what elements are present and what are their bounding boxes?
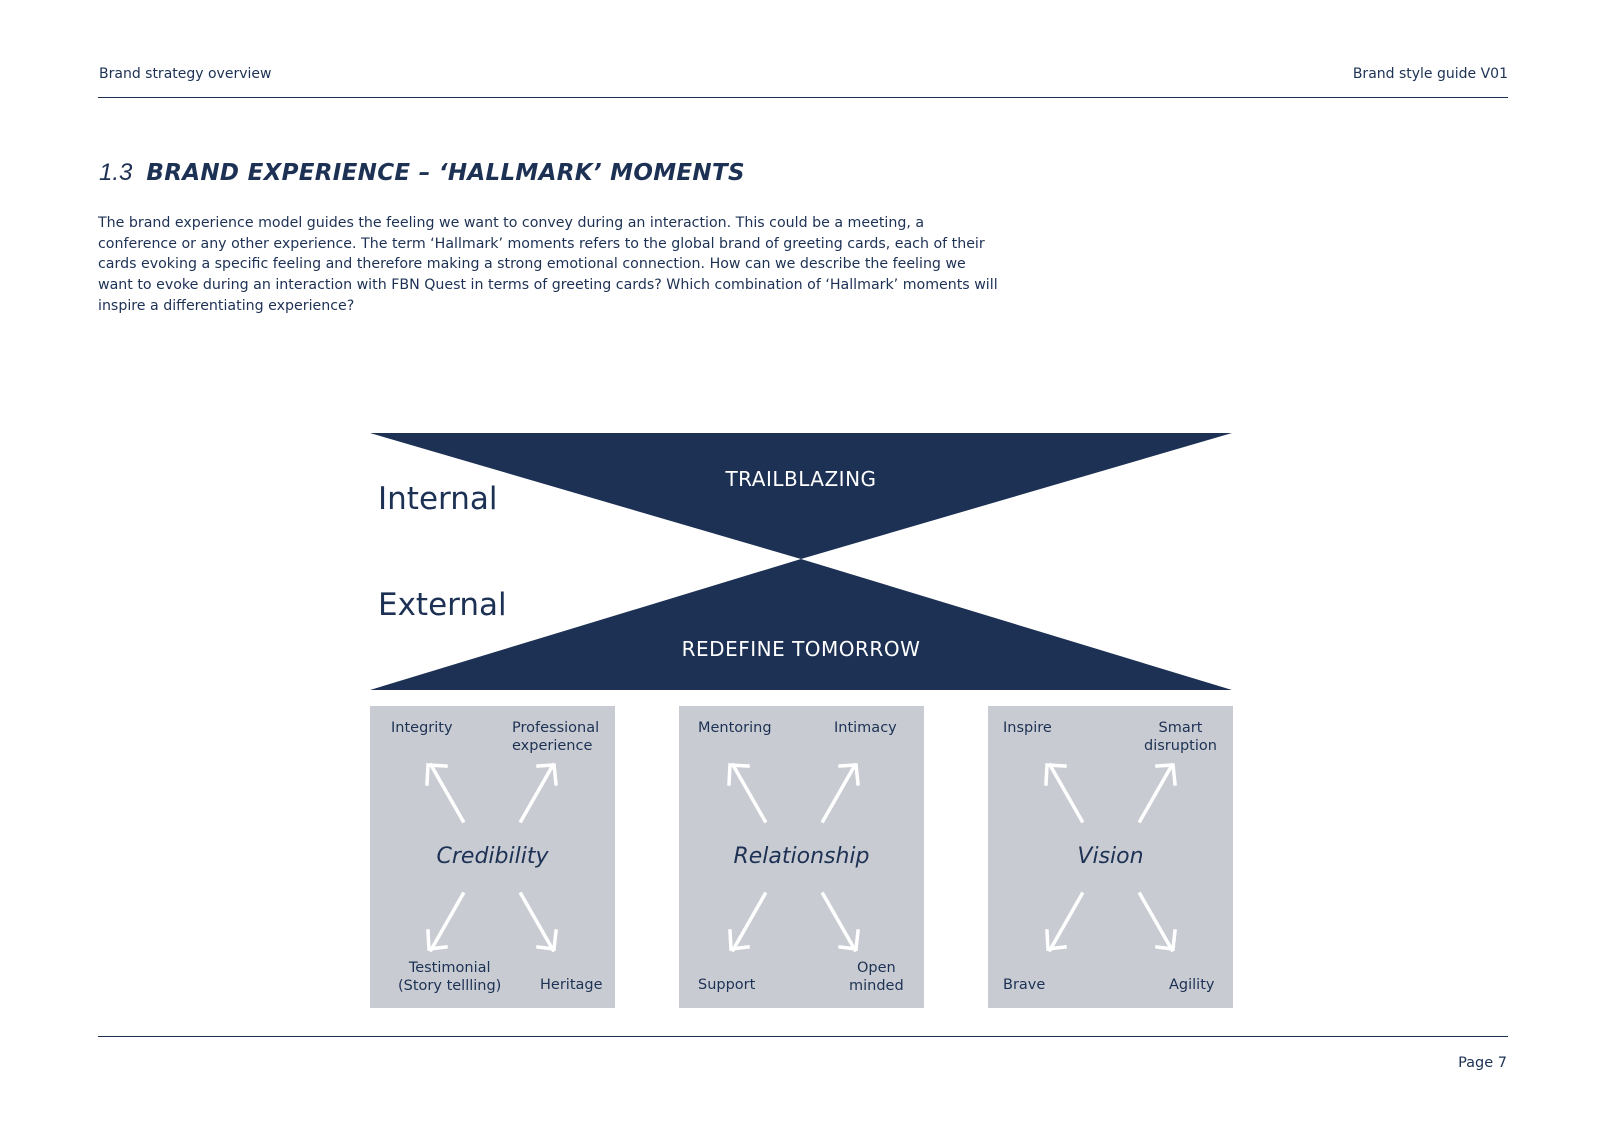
credibility-center: Credibility [436,844,549,869]
credibility-bottom-right: Heritage [540,977,603,993]
vision-panel [988,706,1233,1008]
relationship-bottom-left: Support [698,977,756,993]
credibility-top-left: Integrity [391,720,453,736]
section-title-text: BRAND EXPERIENCE – ‘HALLMARK’ MOMENTS [146,160,745,186]
footer-divider [98,1036,1508,1037]
relationship-top-right: Intimacy [834,720,897,736]
vision-top-right: Smart disruption [1144,720,1217,754]
redefine-tomorrow-label: REDEFINE TOMORROW [681,637,921,661]
section-number: 1.3 [99,159,133,186]
bottom-triangle [370,559,1232,690]
credibility-top-right: Professional experience [512,720,600,754]
relationship-center: Relationship [733,844,870,869]
credibility-bottom-left: Testimonial (Story tellling) [398,960,502,994]
top-triangle [370,433,1232,559]
header-left-text: Brand strategy overview [99,66,272,82]
vision-center: Vision [1077,844,1144,869]
external-label: External [378,587,507,623]
trailblazing-label: TRAILBLAZING [725,467,877,491]
page-number: Page 7 [1458,1055,1507,1071]
vision-top-left: Inspire [1003,720,1052,736]
relationship-bottom-right: Open minded [849,960,904,994]
header-right-text: Brand style guide V01 [1352,66,1508,82]
intro-paragraph: The brand experience model guides the feeling we want to convey during an interaction. This could be a meeting, a conference or any other experience. The term ‘Hallmark’ moments refers to the global brand of greeting cards, each of their cards evoking a specific feeling and therefore making a strong emotional connection. How can we describe the feeling we want to evoke during an interaction with FBN Quest in terms of greeting cards? Which combination of ‘Hallmark’ moments will inspire a differentiating experience? [98,215,998,314]
internal-label: Internal [378,481,498,517]
vision-bottom-left: Brave [1003,977,1046,993]
vision-bottom-right: Agility [1169,977,1215,993]
credibility-panel [370,706,615,1008]
relationship-panel [679,706,924,1008]
relationship-top-left: Mentoring [698,720,772,736]
